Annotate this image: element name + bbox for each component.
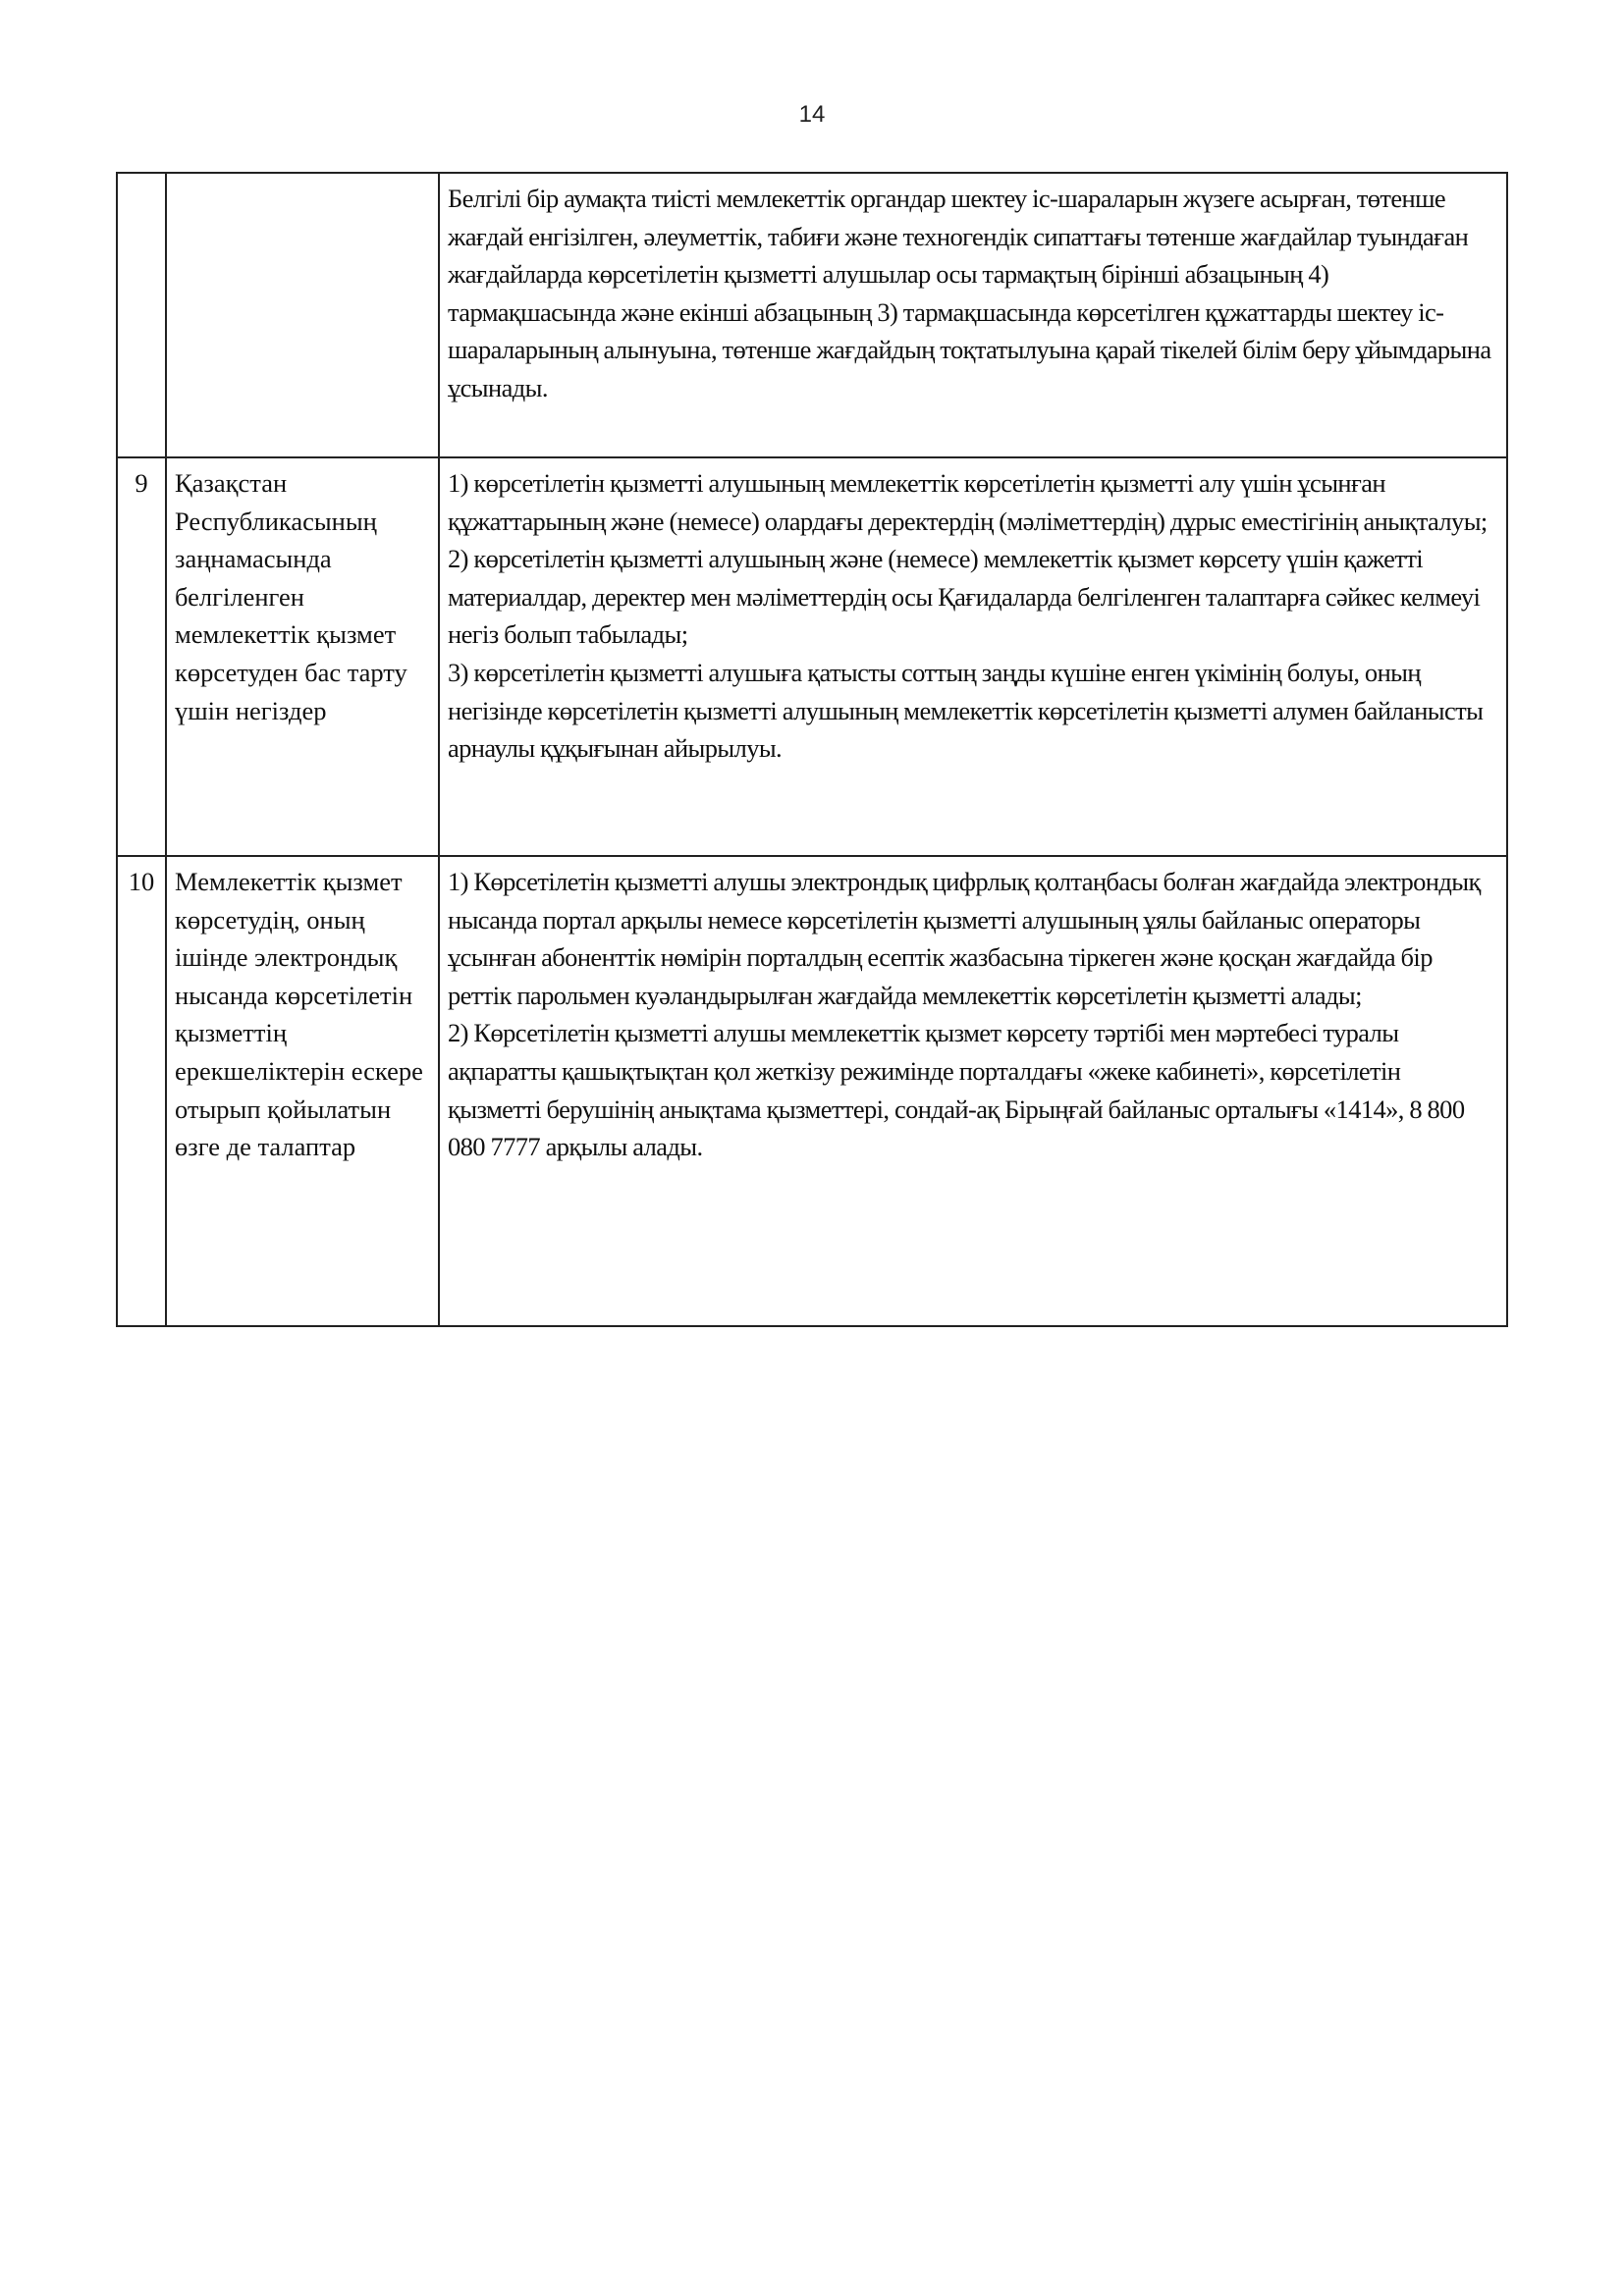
row-body-cell bbox=[439, 856, 1507, 1326]
body-paragraph: 1) көрсетілетін қызметті алушының мемлекеттік көрсетілетін қызметті алу үшін ұсынған құжаттарының және (немесе) олардағы деректердің (мәліметтердің) дұрыс еместігінің анықталуы; bbox=[448, 468, 1488, 536]
body-paragraph: Белгілі бір аумақта тиісті мемлекеттік органдар шектеу іс-шараларын жүзеге асырған, төтенше жағдай енгізілген, әлеуметтік, табиғи және техногендік сипаттағы төтенше жағдайлар туындаған жағдайларда көрсетілетін қызметті алушылар осы тармақтың бірінші абзацының 4) тармақшасында және екінші абзацының 3) тармақшасында көрсетілген құжаттарды шектеу іс-шараларының алынуына, төтенше жағдайдың тоқтатылуына қарай тікелей білім беру ұйымдарына ұсынады. bbox=[448, 184, 1491, 402]
row-number-cell: 10 bbox=[117, 856, 166, 1326]
row-number-cell bbox=[117, 173, 166, 457]
row-number-cell: 9 bbox=[117, 457, 166, 856]
page-number: 14 bbox=[798, 101, 826, 128]
body-paragraph: 1) Көрсетілетін қызметті алушы электрондық цифрлық қолтаңбасы болған жағдайда электрондық нысанда портал арқылы немесе көрсетілетін қызметті алушының ұялы байланыс операторы ұсынған абоненттік нөмірін порталдың есептік жазбасына тіркеген және қосқан жағдайда бір реттік парольмен куәландырылған жағдайда мемлекеттік көрсетілетін қызметті алады; bbox=[448, 867, 1481, 1010]
requirements-table bbox=[116, 172, 1508, 1327]
row-body-cell bbox=[439, 457, 1507, 856]
body-paragraph: 3) көрсетілетін қызметті алушыға қатысты соттың заңды күшіне енген үкімінің болуы, оның негізінде көрсетілетін қызметті алушының мемлекеттік көрсетілетін қызметті алумен байланысты арнаулы құқығынан айырылуы. bbox=[448, 657, 1484, 764]
row-title-cell: Қазақстан Республикасының заңнамасында белгіленген мемлекеттік қызмет көрсетуден бас тарту үшін негіздер bbox=[166, 457, 439, 856]
table-row bbox=[117, 457, 1507, 856]
row-title-cell bbox=[166, 173, 439, 457]
table-row bbox=[117, 173, 1507, 457]
body-paragraph: 2) Көрсетілетін қызметті алушы мемлекеттік қызмет көрсету тәртібі мен мәртебесі туралы ақпаратты қашықтықтан қол жеткізу режимінде порталдағы «жеке кабинеті», көрсетілетін қызметті берушінің анықтама қызметтері, сондай-ақ Бірыңғай байланыс орталығы «1414», 8 800 080 7777 арқылы алады. bbox=[448, 1018, 1465, 1162]
row-title-cell: Мемлекеттік қызмет көрсетудің, оның ішінде электрондық нысанда көрсетілетін қызметтің ерекшеліктерін ескере отырып қойылатын өзге де талаптар bbox=[166, 856, 439, 1326]
row-body-cell bbox=[439, 173, 1507, 457]
table-row bbox=[117, 856, 1507, 1326]
body-paragraph: 2) көрсетілетін қызметті алушының және (немесе) мемлекеттік қызмет көрсету үшін қажетті материалдар, деректер мен мәліметтердің осы Қағидаларда белгіленген талаптарға сәйкес келмеуі негіз болып табылады; bbox=[448, 544, 1481, 650]
